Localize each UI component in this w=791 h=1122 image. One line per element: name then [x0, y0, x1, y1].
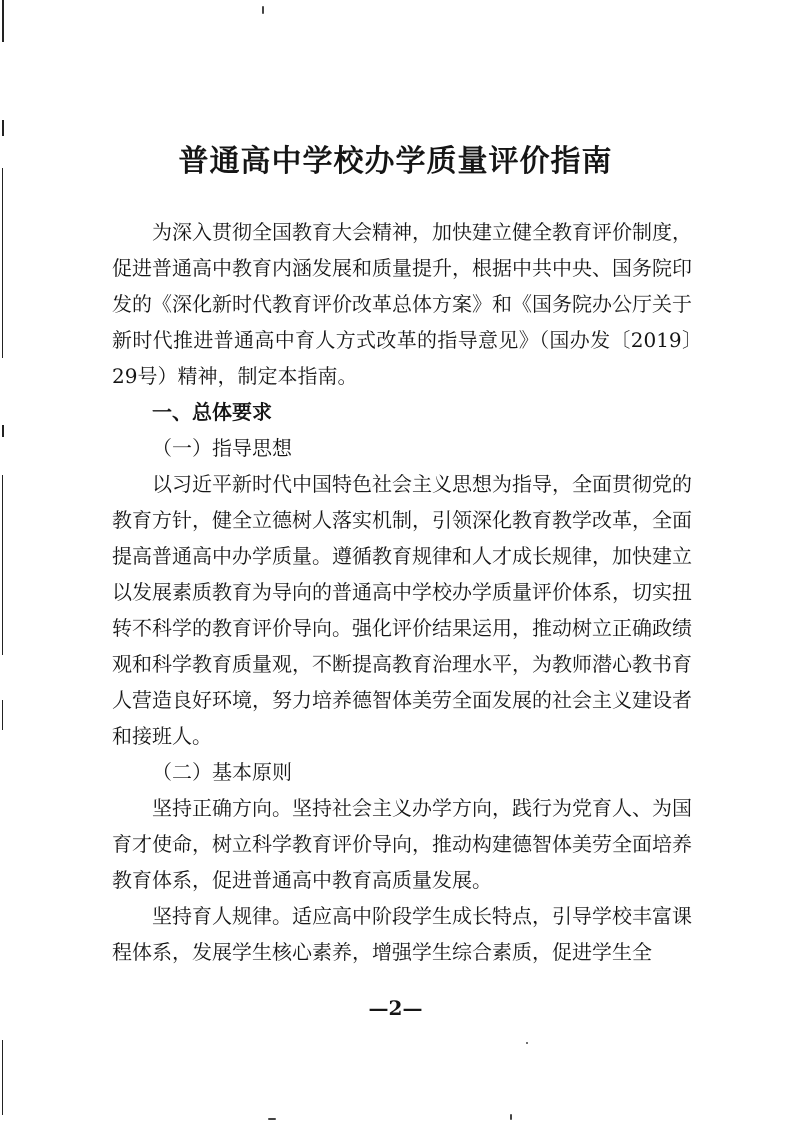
- section-heading-general-requirements: 一、总体要求: [152, 400, 272, 424]
- scan-edge-mark: [2, 700, 3, 730]
- guiding-ideology-paragraph: 以习近平新时代中国特色社会主义思想为指导，全面贯彻党的教育方针，健全立德树人落实机制，引领深化教育教学改革，全面提高普通高中办学质量。遵循教育规律和人才成长规律，加快建立以发展素质教育为导向的普通高中学校办学质量评价体系，切实扭转不科学的教育评价导向。强化评价结果运用，推动树立正确政绩观和科学教育质量观，不断提高教育治理水平，为教师潜心教书育人营造良好环境，努力培养德智体美劳全面发展的社会主义建设者和接班人。: [112, 472, 692, 748]
- scan-speck: [510, 1114, 512, 1120]
- scan-edge-mark: [2, 425, 4, 437]
- subsection-heading-basic-principles: （二）基本原则: [152, 760, 292, 784]
- scan-edge-mark: [2, 168, 3, 358]
- subsection-heading-guiding-ideology: （一）指导思想: [152, 436, 292, 460]
- scan-speck: [526, 1042, 528, 1044]
- scan-speck: [262, 6, 264, 14]
- scan-edge-mark: [2, 1040, 3, 1115]
- principle-paragraph-education-law: 坚持育人规律。适应高中阶段学生成长特点，引导学校丰富课程体系，发展学生核心素养，增强学生综合素质，促进学生全: [112, 904, 692, 964]
- page-number: —2—: [368, 996, 423, 1020]
- document-title: 普通高中学校办学质量评价指南: [178, 144, 613, 179]
- principle-paragraph-direction: 坚持正确方向。坚持社会主义办学方向，践行为党育人、为国育才使命，树立科学教育评价导向，推动构建德智体美劳全面培养教育体系，促进普通高中教育高质量发展。: [112, 796, 692, 892]
- scan-edge-mark: [2, 475, 3, 655]
- scan-edge-mark: [2, 120, 4, 136]
- scan-edge-mark: [2, 0, 4, 42]
- scan-speck: [268, 1118, 276, 1120]
- intro-paragraph: 为深入贯彻全国教育大会精神，加快建立健全教育评价制度，促进普通高中教育内涵发展和质量提升，根据中共中央、国务院印发的《深化新时代教育评价改革总体方案》和《国务院办公厅关于新时代推进普通高中育人方式改革的指导意见》（国办发〔2019〕29号）精神，制定本指南。: [112, 220, 692, 388]
- document-body: [112, 214, 692, 970]
